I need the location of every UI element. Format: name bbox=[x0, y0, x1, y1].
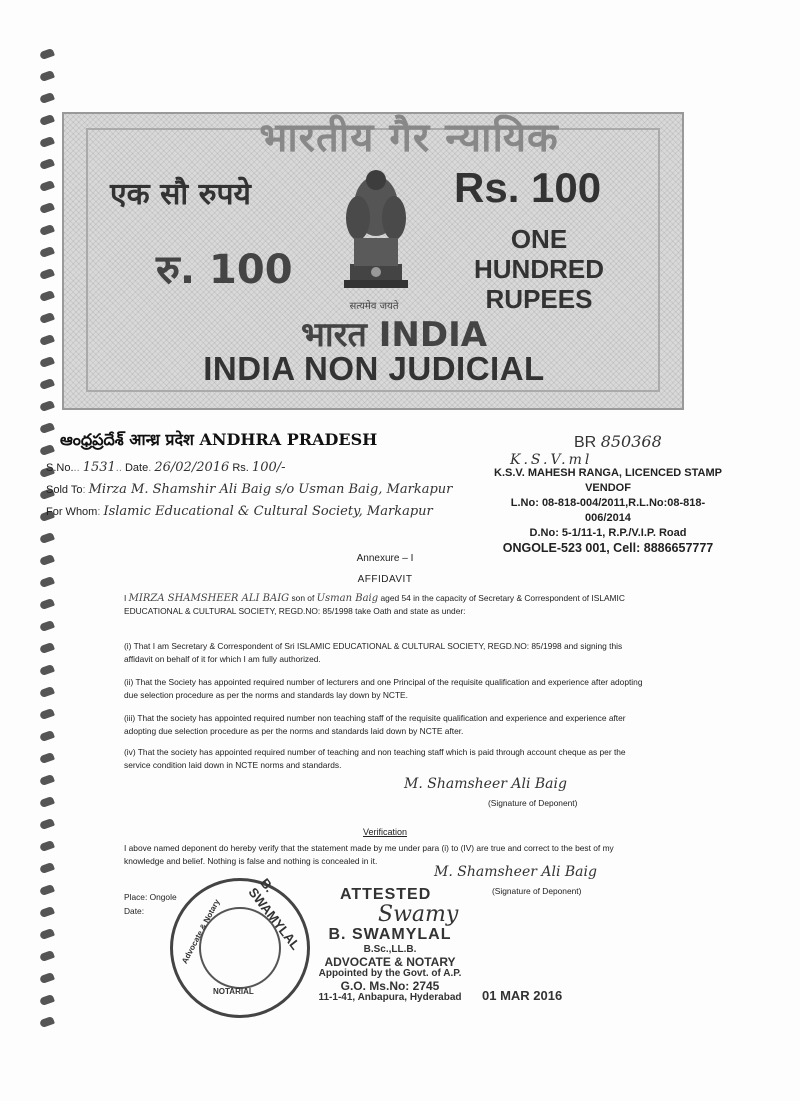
stamp-one: ONE bbox=[510, 224, 568, 254]
attested-stamp: ATTESTED bbox=[340, 886, 432, 903]
vendor-line: L.No: 08-818-004/2011,R.L.No:08-818-006/2014 bbox=[510, 497, 706, 524]
para-i: (i) That I am Secretary & Correspondent of Sri ISLAMIC EDUCATIONAL & CULTURAL SOCIETY, REGD.NO: 85/1998 and signing this affidavit on behalf of it for which I am fully authorized. bbox=[124, 641, 623, 664]
date-label: Date: bbox=[124, 906, 145, 916]
vendor-line: D.No: 5-1/11-1, R.P./V.I.P. Road bbox=[529, 527, 687, 539]
deponent-name: MIRZA SHAMSHEER ALI BAIG bbox=[128, 593, 290, 604]
notary-round-seal bbox=[170, 875, 310, 1018]
ashoka-emblem-icon bbox=[332, 166, 420, 296]
vendor-line: ONGOLE-523 001, Cell: 8886657777 bbox=[502, 541, 714, 555]
stamp-vendor-block bbox=[488, 466, 728, 556]
stamp-motto: सत्यमेव जयते bbox=[349, 301, 399, 312]
deponent-signature-2: M. Shamsheer Ali Baig bbox=[434, 864, 597, 880]
form-line-serial: S.No... 1531.. Date. 26/02/2016 Rs. 100/- bbox=[46, 460, 286, 475]
state-heading: ఆంధ్రప్రదేశ్ आन्ध्र प्रदेश ANDHRA PRADESH bbox=[60, 430, 378, 449]
verification-text: I above named deponent do hereby verify that the statement made by me under para (i) to (IV) are true and correct to the best of my knowledge and belief. Nothing is false and nothing is concealed in it. bbox=[124, 843, 614, 866]
advocate-qualification: B.Sc.,LL.B. bbox=[363, 944, 417, 955]
deponent-signature-label-2: (Signature of Deponent) bbox=[492, 886, 582, 896]
seal-top-text: B. SWAMYLAL bbox=[245, 875, 304, 953]
verification-title: Verification bbox=[362, 827, 408, 837]
stamp-hundred-rupees: HUNDRED RUPEES bbox=[474, 254, 604, 314]
para-ii: (ii) That the Society has appointed required number of lecturers and one Principal of the requisite qualification and experience after adopting due selection procedure as per the norms and standards lay down by NCTE. bbox=[124, 677, 643, 700]
stamp-hindi-title: भारतीय गैर न्यायिक bbox=[259, 115, 559, 161]
advocate-go-number: G.O. Ms.No: 2745 bbox=[340, 979, 440, 993]
deponent-signature: M. Shamsheer Ali Baig bbox=[404, 776, 567, 792]
father-name: Usman Baig bbox=[316, 593, 379, 604]
seal-bottom-text: NOTARIAL bbox=[213, 987, 254, 996]
advocate-appointed: Appointed by the Govt. of A.P. bbox=[318, 968, 462, 979]
stamp-hindi-amount: एक सौ रुपये bbox=[110, 177, 251, 212]
stamp-amount-words bbox=[434, 224, 644, 314]
form-line-for-whom: For Whom: Islamic Educational & Cultural Society, Markapur bbox=[46, 504, 433, 519]
advocate-address: 11-1-41, Anbapura, Hyderabad bbox=[318, 992, 462, 1003]
serial-number bbox=[574, 432, 662, 452]
serial-value: 850368 bbox=[600, 432, 662, 451]
stamp-hindi-numeral: रु. 100 bbox=[156, 247, 293, 293]
stamp-rs-value: Rs. 100 bbox=[454, 164, 602, 211]
form-line-sold-to: Sold To: Mirza M. Shamshir Ali Baig s/o Usman Baig, Markapur bbox=[46, 482, 453, 497]
para-iv: (iv) That the society has appointed required number of teaching and non teaching staff which is paid through account cheque as per the service condition laid down in NCTE norms and standards. bbox=[124, 747, 626, 770]
binding-marks bbox=[36, 50, 60, 1050]
vendor-signature: K.S.V.ml bbox=[510, 452, 593, 468]
serial-prefix: BR bbox=[574, 434, 597, 451]
place-label: Place: Ongole bbox=[124, 892, 177, 902]
advocate-role: ADVOCATE & NOTARY bbox=[324, 955, 456, 969]
annexure-heading: Annexure – I bbox=[356, 553, 414, 564]
deponent-signature-label: (Signature of Deponent) bbox=[488, 798, 578, 808]
stamp-non-judicial: INDIA NON JUDICIAL bbox=[203, 350, 545, 387]
seal-left-text: Advocate & Notary bbox=[180, 897, 222, 966]
advocate-stamp bbox=[300, 926, 480, 1004]
declaration: I MIRZA SHAMSHEER ALI BAIG son of Usman Baig aged 54 in the capacity of Secretary & Correspondent of ISLAMIC EDUCATIONAL & CULTURAL SOCIETY, REGD.NO: 85/1998 take Oath and state as under: bbox=[124, 593, 625, 616]
affidavit-title: AFFIDAVIT bbox=[357, 574, 413, 585]
stamp-india: भारत INDIA bbox=[300, 315, 488, 355]
date-stamp: 01 MAR 2016 bbox=[482, 988, 563, 1003]
para-iii: (iii) That the society has appointed required number non teaching staff of the requisite qualification and experience and experience after adopting due selection procedure as per the norms and standards laid down by NCTE after. bbox=[124, 713, 626, 736]
vendor-line: K.S.V. MAHESH RANGA, LICENCED STAMP VENDOF bbox=[494, 467, 722, 494]
advocate-name: B. SWAMYLAL bbox=[328, 926, 452, 943]
notary-signature: Swamy bbox=[378, 902, 459, 927]
stamp-paper bbox=[62, 112, 684, 410]
